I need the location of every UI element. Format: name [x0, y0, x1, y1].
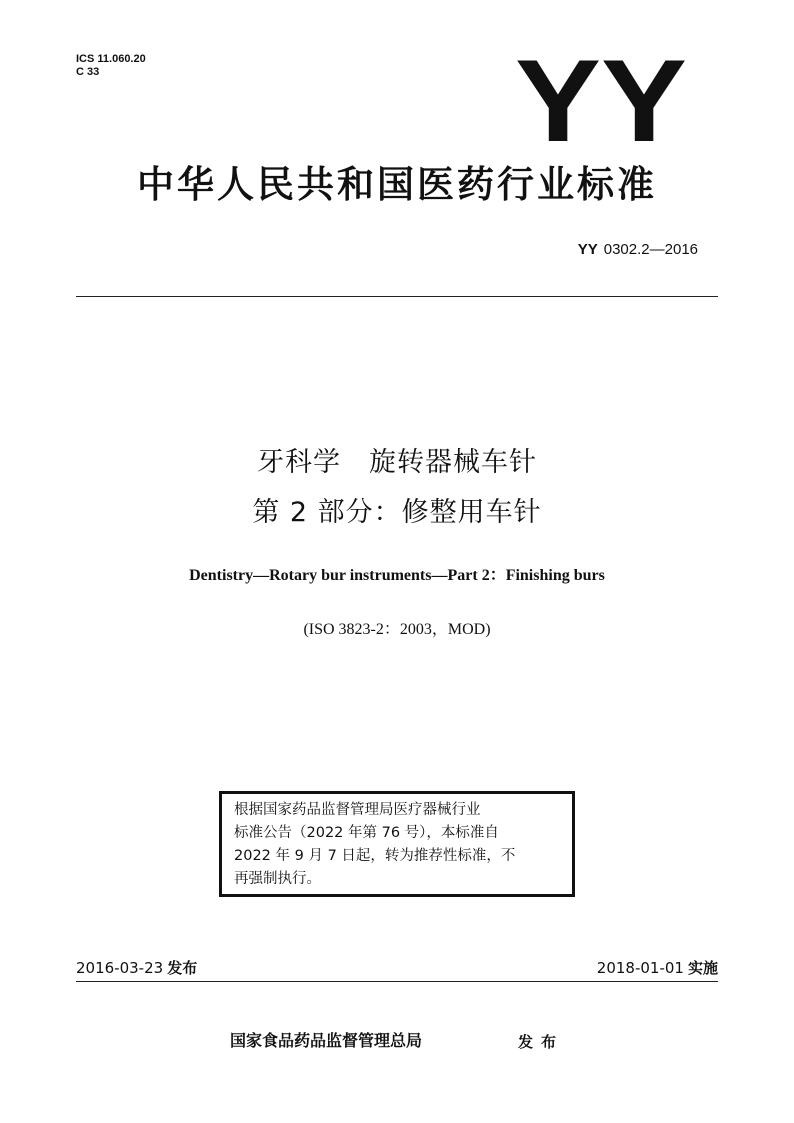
- org-title: 中华人民共和国医药行业标准: [137, 163, 657, 206]
- notice-line: 根据国家药品监督管理局医疗器械行业: [234, 802, 481, 818]
- title-cn-line2: 第 2 部分：修整用车针: [252, 497, 542, 528]
- notice-line: 标准公告（2022 年第 76 号），本标准自: [234, 825, 499, 841]
- notice-line: 再强制执行。: [234, 871, 321, 887]
- notice-box: [219, 791, 575, 897]
- ccs-code: C 33: [76, 66, 100, 78]
- yy-logo-text: YY: [515, 50, 687, 146]
- title-en: Dentistry—Rotary bur instruments—Part 2：Finishing burs: [189, 567, 605, 584]
- header-divider: [76, 296, 718, 297]
- issue-date-label: 发布: [167, 959, 198, 977]
- issue-date-value: 2016-03-23: [76, 959, 164, 977]
- standard-code-prefix: YY: [577, 241, 598, 258]
- publisher: 国家食品药品监督管理总局: [230, 1031, 423, 1050]
- implementation-date-label: 实施: [687, 959, 718, 977]
- implementation-date-value: 2018-01-01: [596, 959, 684, 977]
- standard-code-number: 0302.2—2016: [603, 241, 698, 258]
- title-cn-line1: 牙科学 旋转器械车针: [257, 447, 537, 478]
- implementation-date: [597, 958, 718, 978]
- standard-code: [578, 240, 698, 260]
- yy-logo: [512, 50, 690, 146]
- notice-line: 2022 年 9 月 7 日起，转为推荐性标准，不: [234, 848, 516, 864]
- iso-reference: (ISO 3823-2：2003，MOD): [303, 621, 491, 638]
- footer-divider: [76, 981, 718, 982]
- issue-date: [76, 958, 197, 978]
- publish-label: 发布: [518, 1033, 565, 1051]
- ics-code: ICS 11.060.20: [76, 53, 146, 65]
